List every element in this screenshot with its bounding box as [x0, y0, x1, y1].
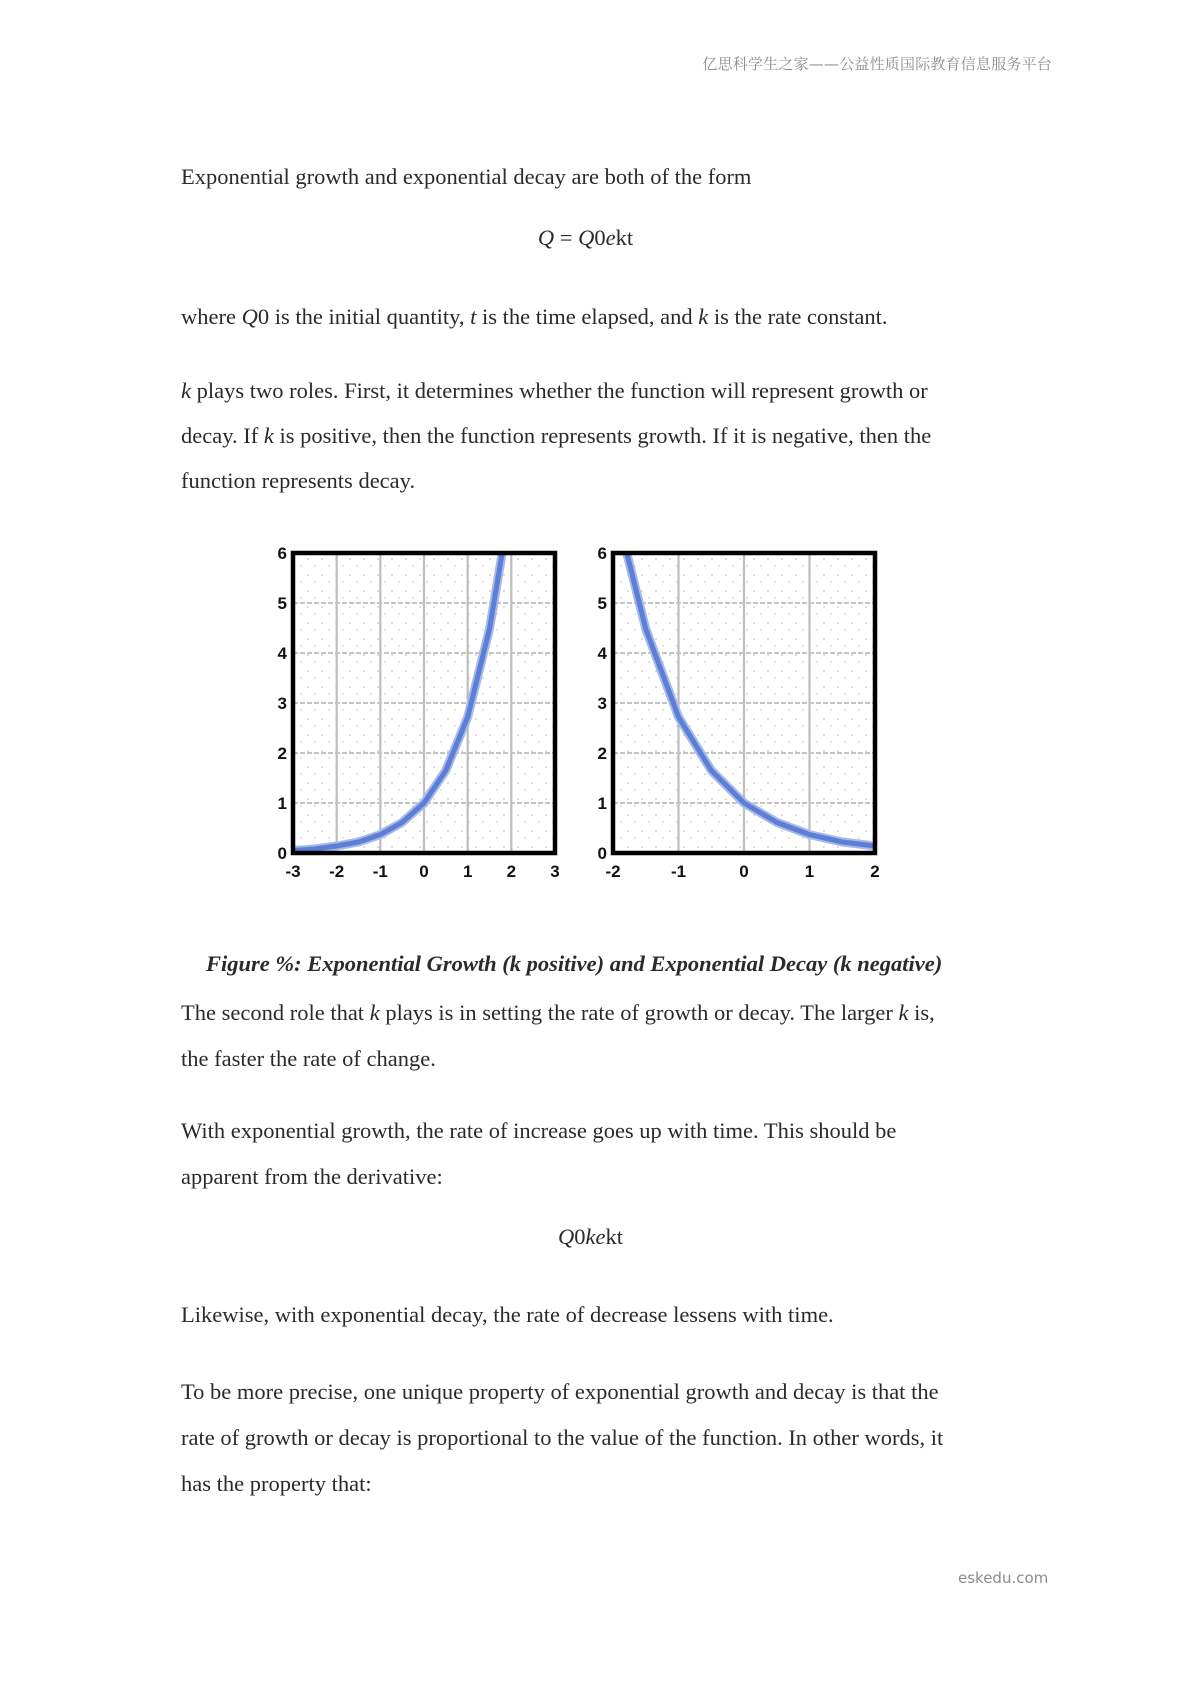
- svg-text:6: 6: [277, 544, 287, 563]
- paragraph-k-roles-line2: decay. If k is positive, then the function represents growth. If it is negative, then the: [181, 423, 932, 448]
- growth-chart: [262, 538, 572, 888]
- svg-text:1: 1: [462, 862, 473, 881]
- page-header: 亿思科学生之家——公益性质国际教育信息服务平台: [702, 55, 1052, 73]
- svg-text:5: 5: [277, 594, 287, 613]
- paragraph-property-line3: has the property that:: [181, 1471, 372, 1496]
- paragraph-growth-line2: apparent from the derivative:: [181, 1164, 443, 1189]
- svg-text:1: 1: [597, 794, 607, 813]
- svg-text:4: 4: [597, 644, 607, 663]
- svg-text:0: 0: [597, 844, 607, 863]
- figure-caption: Figure %: Exponential Growth (k positive) and Exponential Decay (k negative): [206, 951, 943, 976]
- svg-text:1: 1: [277, 794, 287, 813]
- paragraph-property-line2: rate of growth or decay is proportional to the value of the function. In other words, it: [181, 1425, 944, 1450]
- svg-text:-2: -2: [329, 862, 345, 881]
- svg-text:0: 0: [277, 844, 287, 863]
- paragraph-rate-line1: The second role that k plays is in setting the rate of growth or decay. The larger k is,: [181, 1000, 935, 1025]
- svg-text:3: 3: [597, 694, 607, 713]
- paragraph-k-roles-line3: function represents decay.: [181, 468, 416, 493]
- decay-chart: [582, 538, 892, 888]
- svg-text:1: 1: [804, 862, 815, 881]
- paragraph-property-line1: To be more precise, one unique property of exponential growth and decay is that the: [181, 1379, 939, 1404]
- svg-text:5: 5: [597, 594, 607, 613]
- paragraph-growth-line1: With exponential growth, the rate of increase goes up with time. This should be: [181, 1118, 897, 1143]
- svg-text:-1: -1: [372, 862, 388, 881]
- equation-exponential-form: Q = Q0ekt: [537, 225, 634, 250]
- paragraph-decay: Likewise, with exponential decay, the rate of decrease lessens with time.: [181, 1302, 834, 1327]
- svg-text:-2: -2: [605, 862, 621, 881]
- svg-text:3: 3: [277, 694, 287, 713]
- svg-text:2: 2: [277, 744, 287, 763]
- svg-text:0: 0: [419, 862, 429, 881]
- equation-derivative: Q0kekt: [558, 1224, 623, 1249]
- svg-text:2: 2: [506, 862, 517, 881]
- svg-text:-3: -3: [285, 862, 301, 881]
- paragraph-intro: Exponential growth and exponential decay are both of the form: [181, 164, 752, 189]
- page-footer: eskedu.com: [958, 1569, 1049, 1587]
- paragraph-k-roles-line1: k plays two roles. First, it determines whether the function will represent growth or: [181, 378, 928, 403]
- svg-text:2: 2: [870, 862, 880, 881]
- svg-text:3: 3: [550, 862, 560, 881]
- svg-text:-1: -1: [670, 862, 687, 881]
- svg-text:6: 6: [597, 544, 607, 563]
- svg-text:2: 2: [597, 744, 607, 763]
- svg-text:0: 0: [739, 862, 749, 881]
- paragraph-rate-line2: the faster the rate of change.: [181, 1046, 436, 1071]
- paragraph-definitions: where Q0 is the initial quantity, t is the time elapsed, and k is the rate constant.: [181, 304, 888, 329]
- svg-text:4: 4: [277, 644, 287, 663]
